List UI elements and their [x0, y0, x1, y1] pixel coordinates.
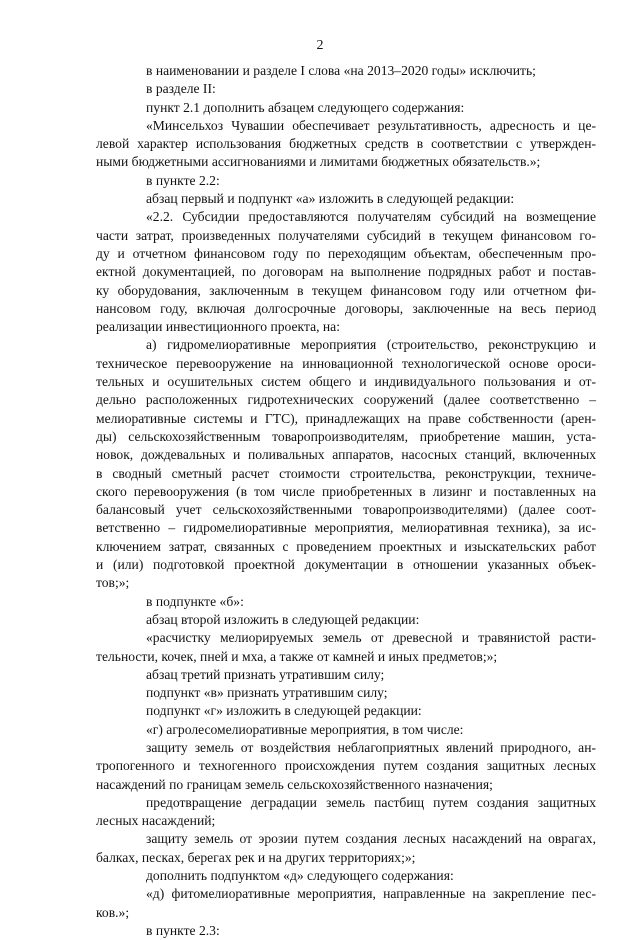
- text-line: ков.»;: [96, 904, 130, 920]
- text-line: реализации инвестиционного проекта, на:: [96, 319, 340, 335]
- text-line: а) гидромелиоративные мероприятия (строительство, реконструкцию и: [146, 337, 596, 353]
- text-line: в пункте 2.3:: [146, 922, 220, 938]
- text-line: абзац третий признать утратившим силу;: [146, 666, 385, 682]
- text-line: «г) агролесомелиоративные мероприятия, в том числе:: [146, 721, 464, 737]
- text-line: «2.2. Субсидии предоставляются получателям субсидий на возмещение: [146, 209, 596, 225]
- text-line: ключением затрат, связанных с проведением проектных и изыскательских работ: [96, 538, 596, 554]
- text-line: ными бюджетными ассигнованиями и лимитами бюджетных обязательств.»;: [96, 154, 541, 170]
- text-line: тельности, кочек, пней и мха, а также от камней и иных предметов;»;: [96, 648, 498, 664]
- text-line: защиту земель от эрозии путем создания лесных насаждений на оврагах,: [146, 831, 596, 847]
- text-line: балансовый учет сельскохозяйственными товаропроизводителями) (далее соот-: [96, 502, 596, 518]
- text-line: левой характер использования бюджетных средств в соответствии с утвержден-: [96, 136, 596, 152]
- text-line: ды) сельскохозяйственным товаропроизводителям, приобретение машин, уста-: [96, 428, 596, 444]
- text-line: части затрат, произведенных получателями субсидий в текущем финансовом го-: [96, 227, 596, 243]
- text-line: ду и отчетном финансовом году по переходящим объектам, обеспеченным про-: [96, 245, 596, 261]
- text-line: ветственно – гидромелиоративные мероприятия, мелиоративная техника), за ис-: [96, 520, 596, 536]
- text-line: в наименовании и разделе I слова «на 2013–2020 годы» исключить;: [146, 63, 536, 78]
- text-line: пункт 2.1 дополнить абзацем следующего содержания:: [146, 99, 465, 115]
- text-line: дополнить подпунктом «д» следующего содержания:: [146, 868, 454, 884]
- text-line: тов;»;: [96, 575, 130, 591]
- text-line: в разделе II:: [146, 81, 216, 97]
- text-line: дельно расположенных гидротехнических сооружений (далее соответственно –: [96, 392, 596, 408]
- text-line: подпункт «в» признать утратившим силу;: [146, 685, 388, 701]
- text-line: тельных и осушительных систем общего и индивидуального пользования и от-: [96, 374, 596, 390]
- text-line: ку оборудования, заключенным в текущем финансовом году или отчетном фи-: [96, 282, 596, 298]
- text-line: и (или) подготовкой проектной документации в отношении указанных объек-: [96, 557, 596, 573]
- text-line: в подпункте «б»:: [146, 593, 244, 609]
- text-line: ского перевооружения (в том числе приобретенных в лизинг и поставленных на: [96, 483, 596, 499]
- text-line: абзац первый и подпункт «а» изложить в следующей редакции:: [146, 191, 515, 207]
- text-line: в сводный сметный расчет стоимости строительства, реконструкции, техниче-: [96, 465, 596, 481]
- text-line: тропогенного и техногенного происхождения путем создания защитных лесных: [96, 758, 596, 774]
- text-line: «расчистку мелиорируемых земель от древесной и травянистой расти-: [146, 630, 596, 646]
- text-line: ектной документацией, по договорам на выполнение подрядных работ и постав-: [96, 264, 596, 280]
- page-number: 2: [316, 38, 324, 53]
- text-line: нансовом году, включая долгосрочные договоры, заключенные на весь период: [96, 300, 596, 316]
- text-line: в пункте 2.2:: [146, 172, 220, 188]
- text-line: техническое перевооружение на инновационной технологической основе ороси-: [96, 355, 596, 371]
- text-line: балках, песках, берегах рек и на других территориях;»;: [96, 849, 416, 865]
- text-line: «д) фитомелиоративные мероприятия, направленные на закрепление пес-: [146, 886, 596, 902]
- text-line: предотвращение деградации земель пастбищ путем создания защитных: [146, 794, 596, 810]
- text-line: защиту земель от воздействия неблагоприятных явлений природного, ан-: [146, 739, 596, 755]
- text-line: абзац второй изложить в следующей редакции:: [146, 611, 420, 627]
- text-line: насаждений по границам земель сельскохозяйственного назначения;: [96, 776, 493, 792]
- text-line: «Минсельхоз Чувашии обеспечивает результативность, адресность и це-: [146, 117, 596, 133]
- text-line: мелиоративные системы и ГТС), принадлежащих на праве собственности (арен-: [96, 410, 596, 426]
- text-line: подпункт «г» изложить в следующей редакции:: [146, 703, 422, 719]
- text-line: новок, дождевальных и поливальных аппаратов, насосных станций, включенных: [96, 447, 596, 463]
- document-body: [96, 62, 596, 940]
- text-line: лесных насаждений;: [96, 813, 216, 829]
